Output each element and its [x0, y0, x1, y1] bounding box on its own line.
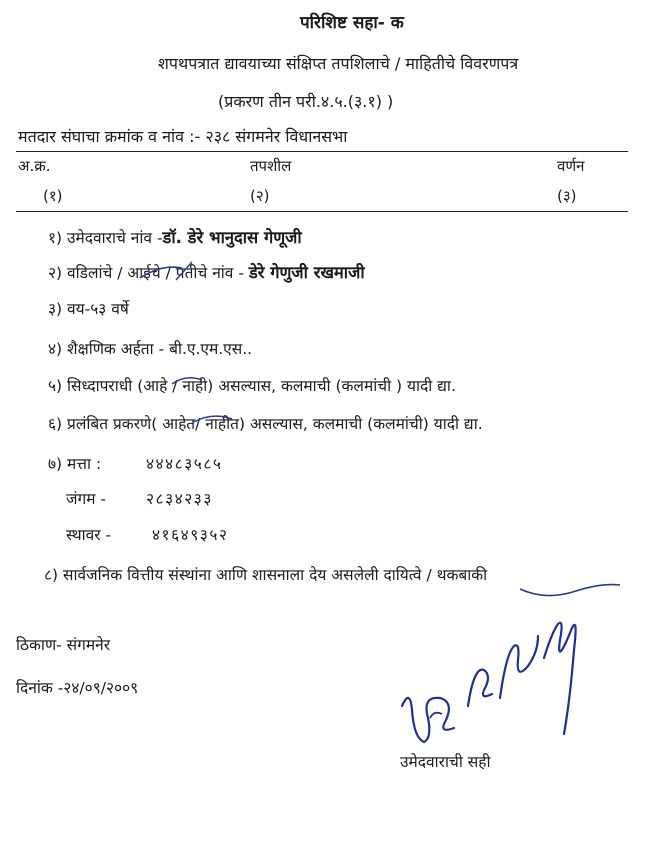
signature-label: उमेदवाराची सही	[400, 753, 491, 771]
item-candidate-name	[48, 225, 302, 248]
movable-value: २८३४२३३	[146, 490, 213, 508]
strike-mark	[516, 575, 626, 605]
strike-mark	[168, 372, 208, 392]
assets-label: ७) मत्ता :	[48, 455, 102, 473]
item-assets	[48, 452, 101, 474]
item-convictions: ५) सिध्दापराधी (आहे / नाही) असल्यास, कलमाची (कलमांची ) यादी द्या.	[48, 377, 456, 395]
table-bottom-rule	[16, 211, 628, 212]
immovable-value: ४१६४९३५२	[152, 526, 229, 544]
document-title: परिशिष्ट सहा- क	[300, 13, 404, 33]
strike-mark	[190, 410, 238, 430]
column-header-description: वर्णन	[557, 157, 585, 175]
strike-mark	[132, 258, 202, 284]
item-age: ३) वय-५३ वर्षे	[48, 300, 129, 318]
assets-value: ४४४८३५८५	[146, 455, 223, 473]
item-label: २) वडिलांचे / आईचे / पतीचे नांव -	[48, 264, 244, 282]
item-liabilities: ८) सार्वजनिक वित्तीय संस्थांना आणि शासनाला देय असलेली दायित्वे / थकबाकी	[44, 566, 488, 584]
place: ठिकाण- संगमनेर	[16, 636, 111, 654]
item-pending-cases: ६) प्रलंबित प्रकरणे( आहेत/ नाहीत) असल्यास, कलमाची (कलमांची) यादी द्या.	[48, 415, 483, 433]
column-header-serial: अ.क्र.	[18, 157, 51, 175]
date: दिनांक -२४/०९/२००९	[16, 679, 139, 697]
column-number-3: (३)	[557, 187, 577, 205]
item-father-name	[48, 260, 365, 283]
immovable-label: स्थावर -	[66, 526, 112, 544]
table-top-rule	[16, 151, 628, 152]
document-subtitle: शपथपत्रात द्यावयाच्या संक्षिप्त तपशिलाचे / माहितीचे विवरणपत्र	[158, 54, 519, 73]
column-number-1: (१)	[43, 187, 63, 205]
item-label: १) उमेदवाराचे नांव -	[48, 229, 163, 247]
father-name: डेरे गेणुजी रखमाजी	[248, 263, 365, 282]
column-header-details: तपशील	[250, 157, 292, 175]
signature	[388, 610, 608, 750]
case-reference: (प्रकरण तीन परी.४.५.(३.१) )	[218, 92, 394, 111]
candidate-name: डॉ. डेरे भानुदास गेणूजी	[162, 228, 302, 247]
movable-label: जंगम -	[66, 490, 107, 508]
column-number-2: (२)	[250, 187, 270, 205]
item-education: ४) शैक्षणिक अर्हता - बी.ए.एम.एस..	[48, 340, 253, 358]
constituency-line: मतदार संघाचा क्रमांक व नांव :- २३८ संगमनेर विधानसभा	[18, 127, 348, 146]
